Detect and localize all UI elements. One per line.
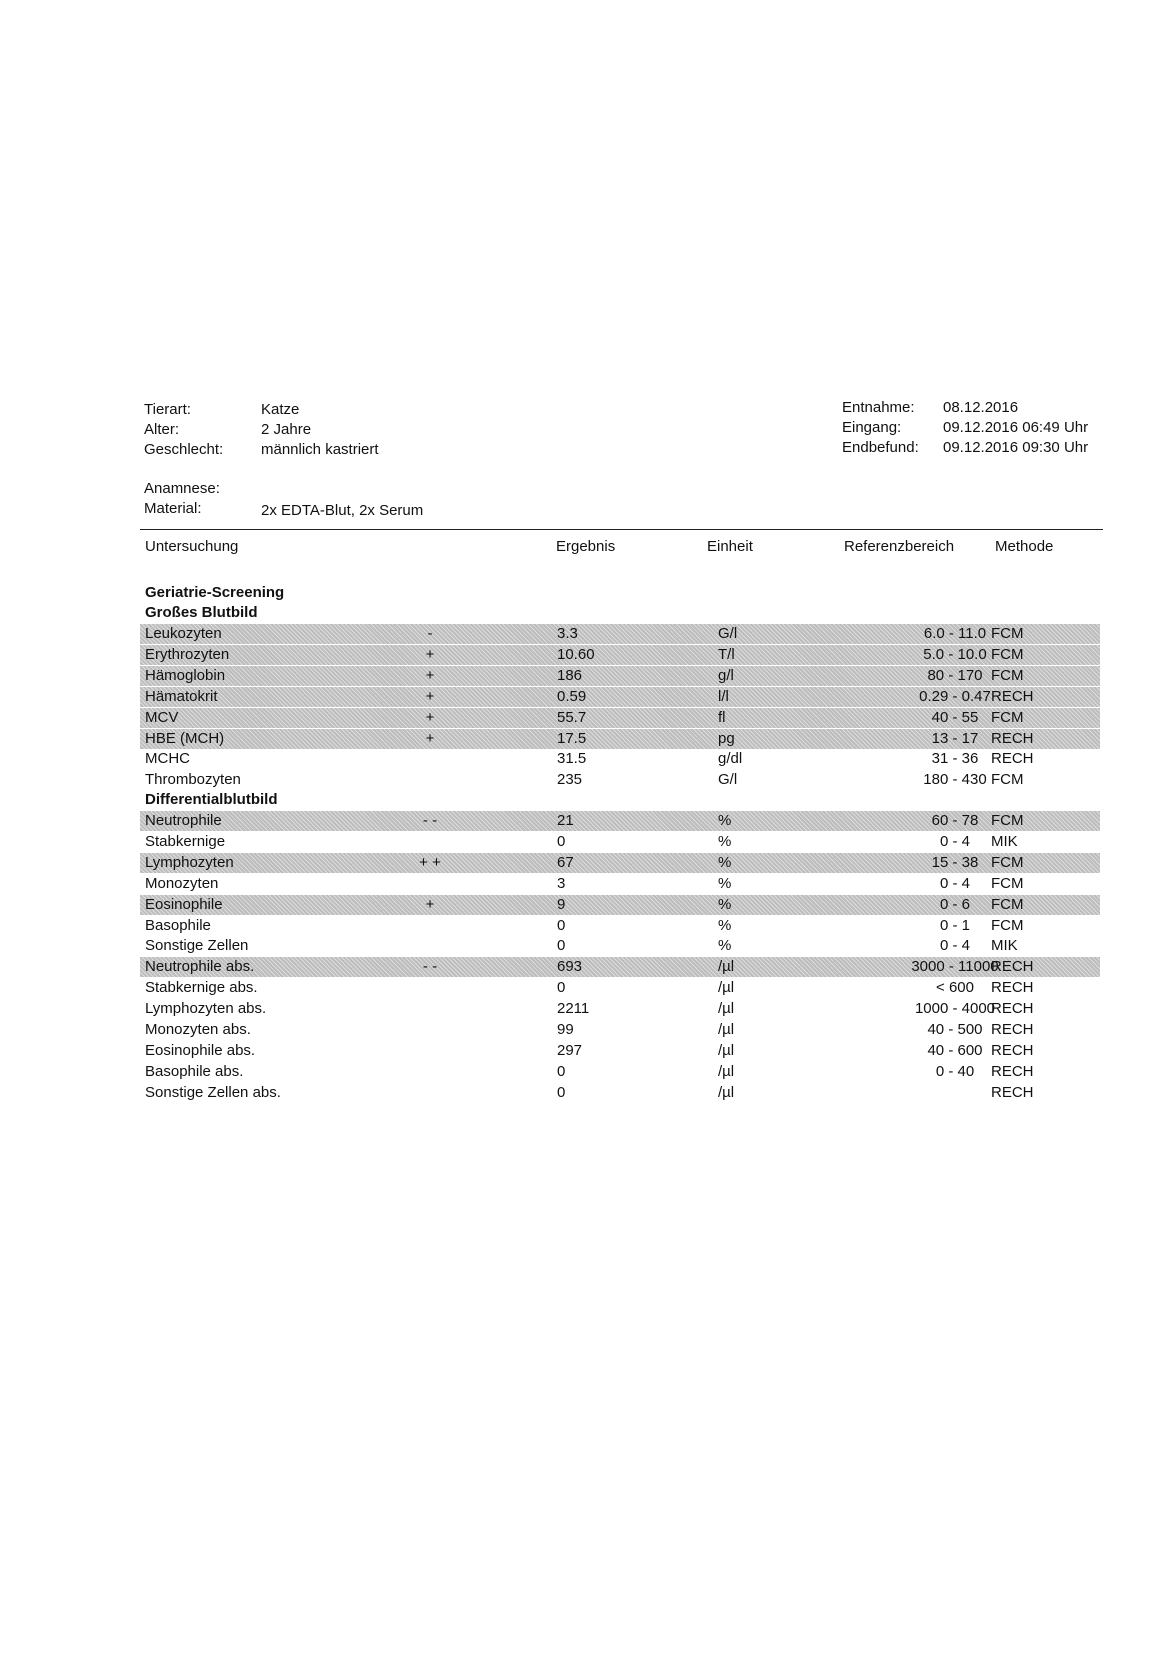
reference-range: 6.0 - 11.0 xyxy=(923,625,987,642)
analyte-name: Lymphozyten xyxy=(145,853,234,871)
analyte-name: Basophile abs. xyxy=(145,1062,244,1080)
result-unit: /µl xyxy=(718,1021,735,1038)
reference-range: 180 - 430 xyxy=(923,771,987,789)
result-value: 0 xyxy=(557,979,566,997)
result-flag: - - xyxy=(422,812,438,829)
result-value: 55.7 xyxy=(557,708,587,726)
section-differentialblutbild: Differentialblutbild xyxy=(145,791,278,808)
result-unit: G/l xyxy=(718,771,738,789)
result-value: 99 xyxy=(557,1021,574,1038)
reference-range: 15 - 38 xyxy=(931,853,979,871)
reference-range: 0 - 6 xyxy=(939,895,970,913)
result-flag: + xyxy=(425,895,435,913)
result-unit: % xyxy=(718,874,732,892)
tierart-value: Katze xyxy=(261,401,300,418)
reference-range: 3000 - 11000 xyxy=(911,958,999,976)
reference-range: 0 - 4 xyxy=(939,874,970,892)
result-unit: T/l xyxy=(718,645,735,663)
result-value: 0 xyxy=(557,937,566,955)
table-row xyxy=(140,811,1100,831)
result-value: 10.60 xyxy=(557,645,595,663)
result-unit: g/dl xyxy=(718,750,743,768)
table-row xyxy=(140,666,1100,686)
reference-range: 0 - 1 xyxy=(939,916,970,934)
patient-info xyxy=(144,400,544,466)
reference-range: 40 - 600 xyxy=(927,1041,983,1059)
result-value: 0 xyxy=(557,1083,566,1101)
result-unit: % xyxy=(718,812,732,829)
reference-range: 5.0 - 10.0 xyxy=(923,645,987,663)
method: MIK xyxy=(991,937,1018,955)
analyte-name: Lymphozyten abs. xyxy=(145,1000,267,1018)
method: FCM xyxy=(991,895,1024,913)
result-unit: l/l xyxy=(718,687,729,705)
result-unit: % xyxy=(718,937,732,955)
result-value: 186 xyxy=(557,666,583,684)
analyte-name: Neutrophile xyxy=(145,812,222,829)
reference-range: 60 - 78 xyxy=(931,812,979,829)
header-divider xyxy=(140,529,1103,530)
table-row xyxy=(140,1062,1100,1082)
col-methode: Methode xyxy=(995,538,1054,555)
col-referenzbereich: Referenzbereich xyxy=(844,538,955,555)
reference-range: 0 - 4 xyxy=(939,937,970,955)
result-unit: % xyxy=(718,916,732,934)
reference-range: 80 - 170 xyxy=(927,666,983,684)
table-row xyxy=(140,853,1100,873)
result-unit: /µl xyxy=(718,979,735,997)
col-untersuchung: Untersuchung xyxy=(145,538,239,555)
result-value: 67 xyxy=(557,853,574,871)
analyte-name: Monozyten abs. xyxy=(145,1021,251,1038)
method: RECH xyxy=(991,729,1034,747)
result-value: 693 xyxy=(557,958,583,976)
result-unit: % xyxy=(718,853,732,871)
geschlecht-label: Geschlecht: xyxy=(144,441,224,458)
reference-range: 40 - 500 xyxy=(927,1021,983,1038)
method: RECH xyxy=(991,1062,1034,1080)
table-row xyxy=(140,645,1100,665)
anamnese-label: Anamnese: xyxy=(144,480,220,497)
method: FCM xyxy=(991,625,1024,642)
result-flag: - xyxy=(427,625,433,642)
result-unit: pg xyxy=(718,729,735,747)
section-grosses-blutbild: Großes Blutbild xyxy=(145,604,258,621)
analyte-name: Sonstige Zellen abs. xyxy=(145,1083,281,1101)
analyte-name: Stabkernige abs. xyxy=(145,979,258,997)
table-row xyxy=(140,687,1100,707)
table-row xyxy=(140,999,1100,1019)
col-einheit: Einheit xyxy=(707,538,753,555)
entnahme-value: 08.12.2016 xyxy=(943,399,1019,416)
endbefund-value: 09.12.2016 09:30 Uhr xyxy=(943,439,1089,456)
result-flag: + xyxy=(425,645,435,663)
analyte-name: Sonstige Zellen xyxy=(145,937,249,955)
method: FCM xyxy=(991,874,1024,892)
analyte-name: Leukozyten xyxy=(145,625,222,642)
analyte-name: Neutrophile abs. xyxy=(145,958,255,976)
method: MIK xyxy=(991,832,1018,850)
method: RECH xyxy=(991,1083,1034,1101)
method: RECH xyxy=(991,958,1034,976)
result-value: 0 xyxy=(557,1062,566,1080)
method: FCM xyxy=(991,853,1024,871)
result-unit: g/l xyxy=(718,666,734,684)
result-value: 3 xyxy=(557,874,566,892)
result-unit: /µl xyxy=(718,1062,735,1080)
eingang-label: Eingang: xyxy=(842,419,902,436)
result-unit: /µl xyxy=(718,1041,735,1059)
table-row xyxy=(140,936,1100,956)
analyte-name: Basophile xyxy=(145,916,211,934)
result-value: 235 xyxy=(557,771,583,789)
geschlecht-value: männlich kastriert xyxy=(261,441,379,458)
result-flag: + + xyxy=(419,853,441,871)
method: RECH xyxy=(991,750,1034,768)
result-unit: % xyxy=(718,895,732,913)
table-row xyxy=(140,1083,1100,1103)
material-label: Material: xyxy=(144,500,202,517)
col-ergebnis: Ergebnis xyxy=(556,538,616,555)
method: FCM xyxy=(991,666,1024,684)
result-flag: + xyxy=(425,708,435,726)
result-value: 9 xyxy=(557,895,566,913)
table-row xyxy=(140,895,1100,915)
result-unit: fl xyxy=(718,708,726,726)
reference-range: 1000 - 4000 xyxy=(914,1000,996,1018)
result-flag: + xyxy=(425,687,435,705)
method: FCM xyxy=(991,645,1024,663)
result-value: 0 xyxy=(557,832,566,850)
date-info xyxy=(842,398,1142,464)
reference-range: 0.29 - 0.47 xyxy=(919,687,991,705)
table-row xyxy=(140,770,1100,790)
analyte-name: HBE (MCH) xyxy=(145,729,225,747)
result-unit: /µl xyxy=(718,958,735,976)
table-row xyxy=(140,957,1100,977)
result-value: 0 xyxy=(557,916,566,934)
table-row xyxy=(140,832,1100,852)
result-flag: - - xyxy=(422,958,438,976)
result-unit: /µl xyxy=(718,1083,735,1101)
result-value: 0.59 xyxy=(557,687,587,705)
table-row xyxy=(140,874,1100,894)
entnahme-label: Entnahme: xyxy=(842,399,915,416)
table-row xyxy=(140,749,1100,769)
endbefund-label: Endbefund: xyxy=(842,439,919,456)
reference-range: 0 - 4 xyxy=(939,832,970,850)
method: RECH xyxy=(991,1000,1034,1018)
table-row xyxy=(140,978,1100,998)
result-value: 31.5 xyxy=(557,750,587,768)
analyte-name: MCHC xyxy=(145,750,190,768)
alter-label: Alter: xyxy=(144,421,180,438)
analyte-name: Hämoglobin xyxy=(145,666,226,684)
reference-range: 0 - 40 xyxy=(935,1062,975,1080)
alter-value: 2 Jahre xyxy=(261,421,312,438)
reference-range: 31 - 36 xyxy=(931,750,979,768)
method: RECH xyxy=(991,979,1034,997)
result-value: 3.3 xyxy=(557,625,578,642)
result-unit: G/l xyxy=(718,625,738,642)
table-row xyxy=(140,916,1100,936)
method: RECH xyxy=(991,687,1034,705)
eingang-value: 09.12.2016 06:49 Uhr xyxy=(943,419,1089,436)
analyte-name: Thrombozyten xyxy=(145,771,241,789)
analyte-name: Stabkernige xyxy=(145,832,226,850)
result-value: 17.5 xyxy=(557,729,587,747)
table-row xyxy=(140,1020,1100,1040)
method: RECH xyxy=(991,1021,1034,1038)
result-flag: + xyxy=(425,666,435,684)
method: FCM xyxy=(991,771,1024,789)
result-value: 2211 xyxy=(557,1000,590,1018)
reference-range: 40 - 55 xyxy=(931,708,979,726)
material-value: 2x EDTA-Blut, 2x Serum xyxy=(261,502,424,519)
tierart-label: Tierart: xyxy=(144,401,191,418)
analyte-name: Erythrozyten xyxy=(145,645,230,663)
result-unit: % xyxy=(718,832,732,850)
method: RECH xyxy=(991,1041,1034,1059)
method: FCM xyxy=(991,708,1024,726)
table-row xyxy=(140,624,1100,644)
table-row xyxy=(140,708,1100,728)
reference-range: 13 - 17 xyxy=(931,729,979,747)
reference-range: < 600 xyxy=(936,979,974,997)
result-flag: + xyxy=(425,729,435,747)
method: FCM xyxy=(991,812,1024,829)
analyte-name: Eosinophile xyxy=(145,895,223,913)
method: FCM xyxy=(991,916,1024,934)
result-value: 21 xyxy=(557,812,574,829)
analyte-name: Eosinophile abs. xyxy=(145,1041,256,1059)
table-row xyxy=(140,1041,1100,1061)
sample-info xyxy=(144,479,644,523)
result-value: 297 xyxy=(557,1041,583,1059)
analyte-name: MCV xyxy=(145,708,179,726)
result-unit: /µl xyxy=(718,1000,735,1018)
analyte-name: Hämatokrit xyxy=(145,687,218,705)
analyte-name: Monozyten xyxy=(145,874,219,892)
table-row xyxy=(140,729,1100,749)
section-geriatrie-screening: Geriatrie-Screening xyxy=(145,584,285,601)
